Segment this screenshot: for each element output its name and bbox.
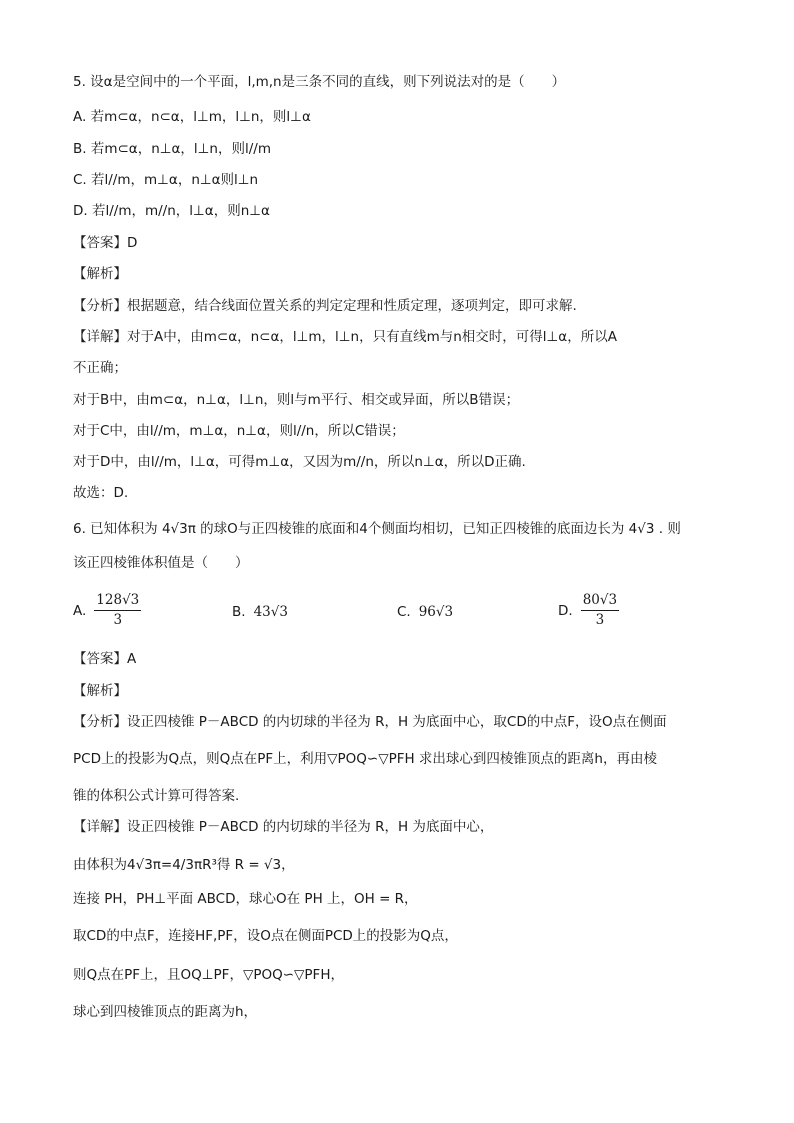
- q6-detail-line-1: 【详解】设正四棱锥 P－ABCD 的内切球的半径为 R，H 为底面中心，: [73, 819, 494, 835]
- q5-detail-line-2: 不正确；: [73, 360, 127, 376]
- q6-analysis-line-2: PCD上的投影为Q点，则Q点在PF上，利用▽POQ∽▽PFH 求出球心到四棱锥顶点的距离h，再由棱: [73, 751, 657, 767]
- q6-detail-line-6: 球心到四棱锥顶点的距离为h，: [73, 1004, 258, 1020]
- q6-choice-b-value: 43√3: [253, 604, 288, 620]
- q5-option-d: D. 若l//m，m//n，l⊥α，则n⊥α: [73, 203, 270, 219]
- q5-analysis-heading: 【解析】: [73, 266, 127, 282]
- q6-choice-d-fraction: [581, 592, 619, 629]
- q5-stem: 5. 设α是空间中的一个平面，l,m,n是三条不同的直线，则下列说法对的是（ ）: [73, 74, 566, 90]
- q6-choice-d: [558, 592, 619, 629]
- q6-analysis-line-3: 锥的体积公式计算可得答案.: [73, 788, 240, 804]
- q5-detail-line-4: 对于C中，由l//m，m⊥α，n⊥α，则l//n，所以C错误；: [73, 423, 405, 439]
- q5-detail-line-1: 【详解】对于A中，由m⊂α，n⊂α，l⊥m，l⊥n，只有直线m与n相交时，可得l⊥α，所以A: [73, 329, 617, 345]
- q6-detail-line-2: 由体积为4√3π=4/3πR³得 R = √3，: [73, 857, 295, 873]
- q6-choice-b: [232, 602, 288, 622]
- q6-detail-line-4: 取CD的中点F，连接HF,PF，设O点在侧面PCD上的投影为Q点，: [73, 928, 458, 944]
- q6-answer: 【答案】A: [73, 651, 137, 667]
- q5-detail-line-5: 对于D中，由l//m，l⊥α，可得m⊥α，又因为m//n，所以n⊥α，所以D正确.: [73, 454, 526, 470]
- q5-option-b: B. 若m⊂α，n⊥α，l⊥n，则l//m: [73, 141, 271, 157]
- q6-detail-line-3: 连接 PH，PH⊥平面 ABCD，球心O在 PH 上，OH = R，: [73, 891, 418, 907]
- q6-analysis-line-1: 【分析】设正四棱锥 P－ABCD 的内切球的半径为 R，H 为底面中心，取CD的中点F，设O点在侧面: [73, 714, 667, 730]
- q6-choice-c-value: 96√3: [418, 604, 454, 620]
- q6-choice-c: [397, 602, 453, 622]
- q6-stem-line-2: 该正四棱锥体积值是（ ）: [73, 555, 249, 571]
- q6-stem-line-1: 6. 已知体积为 4√3π 的球O与正四棱锥的底面和4个侧面均相切，已知正四棱锥的底面边长为 4√3 . 则: [73, 521, 681, 537]
- q6-choice-d-label: D.: [558, 602, 573, 619]
- q5-option-a: A. 若m⊂α，n⊂α，l⊥m，l⊥n，则l⊥α: [73, 109, 311, 125]
- q6-choice-c-label: C.: [397, 604, 411, 620]
- q6-choice-a-fraction: [94, 592, 141, 629]
- q5-option-c: C. 若l//m，m⊥α，n⊥α则l⊥n: [73, 172, 259, 188]
- q5-answer: 【答案】D: [73, 235, 138, 251]
- q6-detail-line-5: 则Q点在PF上，且OQ⊥PF，▽POQ∽▽PFH，: [73, 967, 344, 983]
- q6-analysis-heading: 【解析】: [73, 683, 127, 699]
- q6-choice-d-denominator: 3: [595, 612, 605, 628]
- q6-choice-a-numerator: 128√3: [94, 592, 141, 611]
- q6-choice-a: [73, 592, 141, 629]
- q5-conclusion: 故选：D.: [73, 485, 129, 501]
- q6-choice-a-label: A.: [73, 602, 87, 619]
- q6-choice-d-numerator: 80√3: [581, 592, 619, 611]
- q5-detail-line-3: 对于B中，由m⊂α，n⊥α，l⊥n，则l与m平行、相交或异面，所以B错误；: [73, 392, 520, 408]
- q6-choice-b-label: B.: [232, 604, 246, 620]
- q6-choice-a-denominator: 3: [113, 612, 123, 628]
- q5-analysis: 【分析】根据题意，结合线面位置关系的判定定理和性质定理，逐项判定，即可求解.: [73, 298, 577, 314]
